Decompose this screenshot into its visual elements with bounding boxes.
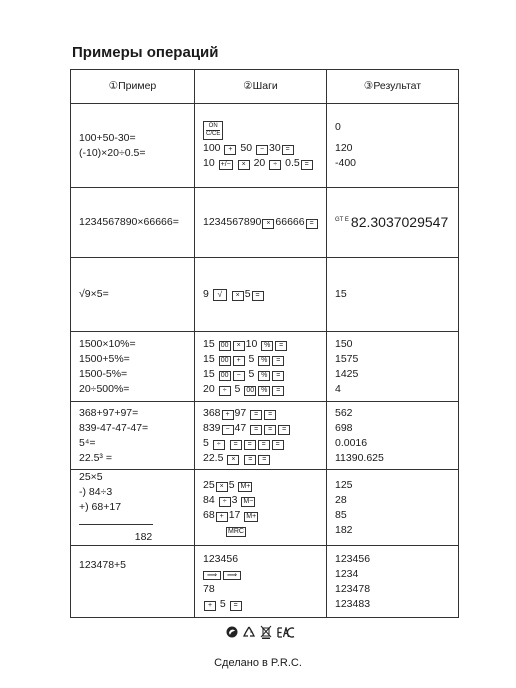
minus-key-icon: − — [222, 425, 234, 435]
percent-key-icon: % — [258, 371, 270, 381]
equals-key-icon: = — [306, 219, 318, 229]
result-cell: 15 — [327, 258, 459, 332]
plus-key-icon: + — [224, 145, 236, 155]
header-steps: ②Шаги — [195, 70, 327, 104]
divide-key-icon: ÷ — [269, 160, 281, 170]
equals-key-icon: = — [250, 425, 262, 435]
eac-mark — [277, 627, 295, 638]
equals-key-icon: = — [244, 455, 256, 465]
mplus-key-icon: M+ — [240, 482, 251, 490]
table-row — [71, 188, 459, 258]
sum-rule — [79, 524, 153, 525]
equals-key-icon: = — [244, 440, 256, 450]
result-cell: 125 28 85 182 — [327, 470, 459, 546]
equals-key-icon: = — [258, 440, 270, 450]
sqrt-key-icon: √ — [213, 289, 227, 301]
page-title: Примеры операций — [72, 44, 219, 61]
plus-key-icon: + — [216, 512, 228, 522]
double-zero-key-icon: 00 — [244, 386, 256, 396]
example-cell: 123478+5 — [71, 546, 195, 618]
recycle-icon — [243, 626, 255, 638]
equals-key-icon: = — [230, 440, 242, 450]
percent-key-icon: % — [258, 386, 270, 396]
mminus-key-icon: M− — [243, 497, 254, 505]
equals-key-icon: = — [230, 601, 242, 611]
header-result: ③Результат — [327, 70, 459, 104]
example-cell: 1500×10%= 1500+5%= 1500-5%= 20÷500%= — [71, 332, 195, 402]
steps-cell: 25 × 5 M+ 84 ÷ 3 M− 68 + 17 M+ MRC — [195, 470, 327, 546]
divide-key-icon: ÷ — [219, 386, 231, 396]
percent-key-icon: % — [258, 356, 270, 366]
example-cell: √9×5= — [71, 258, 195, 332]
example-cell: 1234567890×66666= — [71, 188, 195, 258]
backspace-arrow-icon: ⟹ — [203, 571, 221, 580]
equals-key-icon: = — [264, 410, 276, 420]
equals-key-icon: = — [282, 145, 294, 155]
table-row — [71, 332, 459, 402]
example-cell: 100+50-30= (-10)×20÷0.5= — [71, 104, 195, 188]
divide-key-icon: ÷ — [219, 497, 231, 507]
example-cell: 25×5 -) 84÷3 +) 68+17 182 — [71, 470, 195, 546]
example-cell: 368+97+97= 839-47-47-47= 5⁴= 22.5³ = — [71, 402, 195, 470]
footer-icons — [226, 625, 296, 639]
steps-cell: 15 00 × 10 % = 15 00 + 5 % = 15 00 − 5 % = 20 ÷ 5 00 % = — [195, 332, 327, 402]
table-row — [71, 470, 459, 546]
times-key-icon: × — [227, 455, 239, 465]
steps-cell: 9 √ × 5 = — [195, 258, 327, 332]
plus-key-icon: + — [233, 356, 245, 366]
times-key-icon: × — [262, 219, 274, 229]
minus-key-icon: − — [233, 371, 245, 381]
table-row — [71, 546, 459, 618]
operations-table — [70, 69, 459, 618]
made-in-label: Сделано в P.R.C. — [214, 657, 302, 669]
equals-key-icon: = — [272, 356, 284, 366]
times-key-icon: × — [233, 341, 245, 351]
result-cell: 123456 1234 123478 123483 — [327, 546, 459, 618]
steps-cell: $\frac{ON}{C/CE}$ 100 + 50 − 30 = 10 +/− × 20 ÷ 0.5 = — [195, 104, 327, 188]
equals-key-icon: = — [272, 440, 284, 450]
gt-e-indicator: GT E — [335, 217, 349, 223]
times-key-icon: × — [232, 291, 244, 301]
eco-icon — [226, 626, 238, 638]
equals-key-icon: = — [258, 455, 270, 465]
plusminus-key-icon: +/− — [220, 160, 231, 168]
plus-key-icon: + — [222, 410, 234, 420]
table-row — [71, 402, 459, 470]
equals-key-icon: = — [278, 425, 290, 435]
result-cell: 562 698 0.0016 11390.625 — [327, 402, 459, 470]
times-key-icon: × — [216, 482, 228, 492]
table-row — [71, 104, 459, 188]
double-zero-key-icon: 00 — [219, 341, 231, 351]
equals-key-icon: = — [301, 160, 313, 170]
result-cell: $^{GT E}$ 82.3037029547 — [327, 188, 459, 258]
steps-cell: 1234567890 × 66666 = — [195, 188, 327, 258]
steps-cell: 368 + 97 = = 839 − 47 = = = 5 ÷ = = = = 22.5 × = = — [195, 402, 327, 470]
backspace-arrow-icon: ⟹ — [223, 571, 241, 580]
equals-key-icon: = — [272, 386, 284, 396]
wee-bin-icon — [260, 625, 272, 639]
equals-key-icon: = — [264, 425, 276, 435]
minus-key-icon: − — [256, 145, 268, 155]
equals-key-icon: = — [275, 341, 287, 351]
plus-key-icon: + — [204, 601, 216, 611]
divide-key-icon: ÷ — [213, 440, 225, 450]
on-cce-key-icon: $\frac{ON}{C/CE}$ — [203, 121, 223, 140]
double-zero-key-icon: 00 — [219, 371, 231, 381]
equals-key-icon: = — [252, 291, 264, 301]
steps-cell: 123456 ⟹ ⟹ 78 + 5 = — [195, 546, 327, 618]
equals-key-icon: = — [250, 410, 262, 420]
mrc-key-icon: MRC — [228, 527, 244, 535]
times-key-icon: × — [238, 160, 250, 170]
result-cell: 150 1575 1425 4 — [327, 332, 459, 402]
table-row — [71, 258, 459, 332]
result-cell: 0 120 -400 — [327, 104, 459, 188]
equals-key-icon: = — [272, 371, 284, 381]
mplus-key-icon: M+ — [246, 512, 257, 520]
header-example: ①Пример — [71, 70, 195, 104]
double-zero-key-icon: 00 — [219, 356, 231, 366]
percent-key-icon: % — [261, 341, 273, 351]
table-header-row — [71, 70, 459, 104]
